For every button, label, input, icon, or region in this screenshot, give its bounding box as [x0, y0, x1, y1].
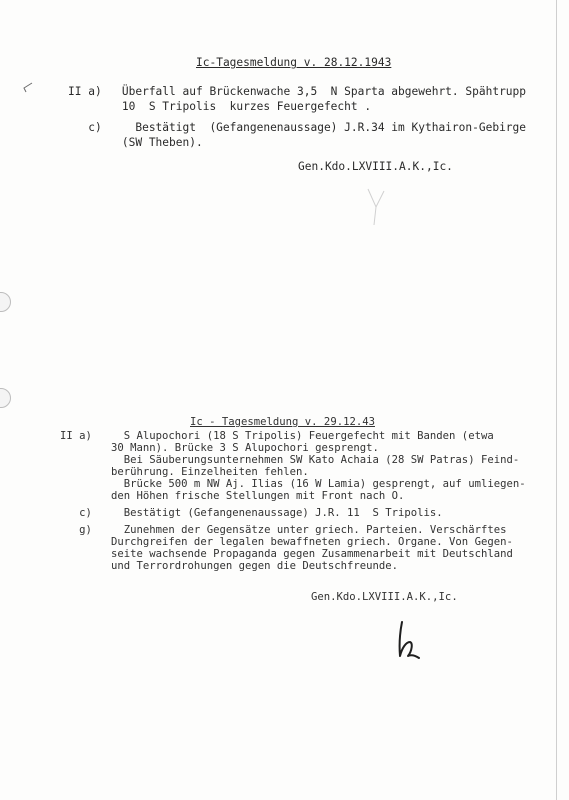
report2-line-3: Bei Säuberungsunternehmen SW Kato Achaia (28 SW Patras) Feind- [60, 454, 520, 466]
report2-line-6: den Höhen frische Stellungen mit Front nach O. [60, 490, 405, 502]
faint-pencil-mark [362, 185, 392, 230]
report2-line-10: seite wachsende Propaganda gegen Zusammenarbeit mit Deutschland [60, 548, 513, 560]
report1-title: Ic-Tagesmeldung v. 28.12.1943 [196, 56, 392, 69]
report2-line-2: 30 Mann). Brücke 3 S Alupochori gesprengt. [60, 442, 379, 454]
punch-hole-bottom [0, 388, 11, 408]
report2-title: Ic - Tagesmeldung v. 29.12.43 [190, 416, 375, 428]
report2-line-7: c) Bestätigt (Gefangenenaussage) J.R. 11 S Tripolis. [60, 507, 443, 519]
report2-line-9: Durchgreifen der legalen bewaffneten griech. Organe. Von Gegen- [60, 536, 513, 548]
report1-line-4: (SW Theben). [68, 136, 203, 149]
report2-line-8: g) Zunehmen der Gegensätze unter griech. Parteien. Verschärftes [60, 524, 507, 536]
report2-line-11: und Terrordrohungen gegen die Deutschfreunde. [60, 560, 399, 572]
handwritten-initial [388, 618, 424, 662]
report2-line-1: II a) S Alupochori (18 S Tripolis) Feuergefecht mit Banden (etwa [60, 430, 494, 442]
report1-line-3: c) Bestätigt (Gefangenenaussage) J.R.34 im Kythairon-Gebirge [68, 121, 527, 134]
punch-hole-top [0, 292, 11, 312]
paper-edge [556, 0, 557, 800]
report1-line-2: 10 S Tripolis kurzes Feuergefecht . [68, 100, 372, 113]
margin-tick [20, 80, 36, 96]
report2-line-5: Brücke 500 m NW Aj. Ilias (16 W Lamia) gesprengt, auf umliegen- [60, 478, 526, 490]
report2-line-4: berührung. Einzelheiten fehlen. [60, 466, 309, 478]
report1-signature: Gen.Kdo.LXVIII.A.K.,Ic. [298, 160, 453, 173]
report1-line-1: II a) Überfall auf Brückenwache 3,5 N Sparta abgewehrt. Spähtrupp [68, 85, 527, 98]
report2-signature: Gen.Kdo.LXVIII.A.K.,Ic. [311, 591, 458, 603]
